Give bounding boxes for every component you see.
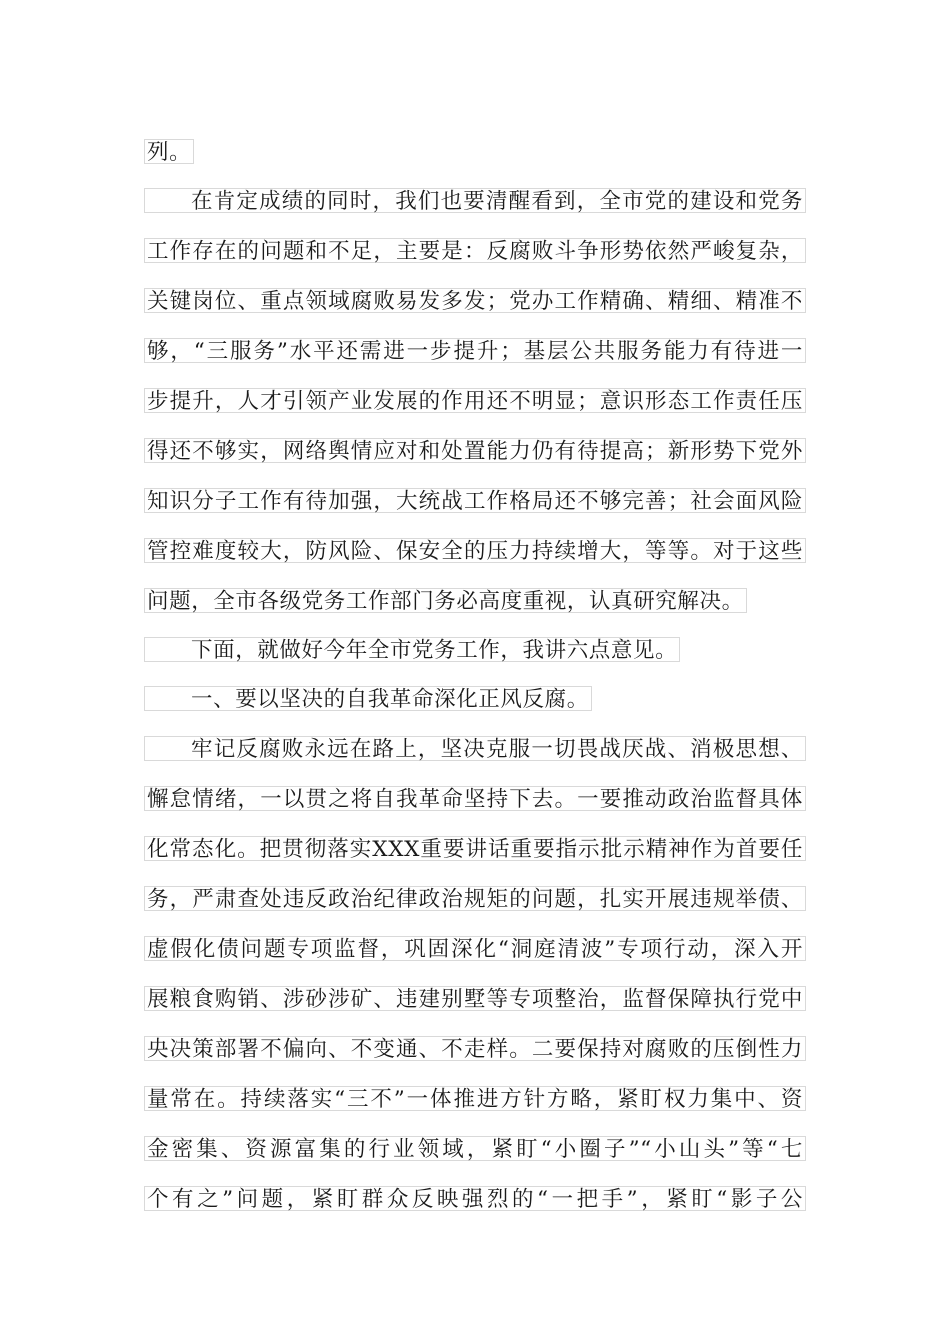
text-line: 牢记反腐败永远在路上，坚决克服一切畏战厌战、消极思想、 <box>144 736 806 761</box>
text-line: 懈怠情绪，一以贯之将自我革命坚持下去。一要推动政治监督具体 <box>144 786 806 811</box>
text-line: 央决策部署不偏向、不变通、不走样。二要保持对腐败的压倒性力 <box>144 1036 806 1061</box>
text-line: 展粮食购销、涉砂涉矿、违建别墅等专项整治，监督保障执行党中 <box>144 986 806 1011</box>
text-line: 在肯定成绩的同时，我们也要清醒看到，全市党的建设和党务 <box>144 188 806 213</box>
text-line: 得还不够实，网络舆情应对和处置能力仍有待提高；新形势下党外 <box>144 438 806 463</box>
text-line: 下面，就做好今年全市党务工作，我讲六点意见。 <box>144 637 680 662</box>
text-line: 步提升，人才引领产业发展的作用还不明显；意识形态工作责任压 <box>144 388 806 413</box>
text-line: 个有之”问题，紧盯群众反映强烈的“一把手”，紧盯“影子公 <box>144 1186 806 1211</box>
text-line: 金密集、资源富集的行业领域，紧盯“小圈子”“小山头”等“七 <box>144 1136 806 1161</box>
text-line: 问题，全市各级党务工作部门务必高度重视，认真研究解决。 <box>144 588 747 613</box>
text-line: 列。 <box>144 139 194 164</box>
text-line: 管控难度较大，防风险、保安全的压力持续增大，等等。对于这些 <box>144 538 806 563</box>
text-line: 务，严肃查处违反政治纪律政治规矩的问题，扎实开展违规举债、 <box>144 886 806 911</box>
text-line: 关键岗位、重点领域腐败易发多发；党办工作精确、精细、精准不 <box>144 288 806 313</box>
text-line: 够，“三服务”水平还需进一步提升；基层公共服务能力有待进一 <box>144 338 806 363</box>
text-line: 量常在。持续落实“三不”一体推进方针方略，紧盯权力集中、资 <box>144 1086 806 1111</box>
text-line: 知识分子工作有待加强，大统战工作格局还不够完善；社会面风险 <box>144 488 806 513</box>
section-heading: 一、要以坚决的自我革命深化正风反腐。 <box>144 686 592 711</box>
text-line: 工作存在的问题和不足，主要是：反腐败斗争形势依然严峻复杂， <box>144 238 806 263</box>
text-line: 化常态化。把贯彻落实XXX重要讲话重要指示批示精神作为首要任 <box>144 836 806 861</box>
text-line: 虚假化债问题专项监督，巩固深化“洞庭清波”专项行动，深入开 <box>144 936 806 961</box>
